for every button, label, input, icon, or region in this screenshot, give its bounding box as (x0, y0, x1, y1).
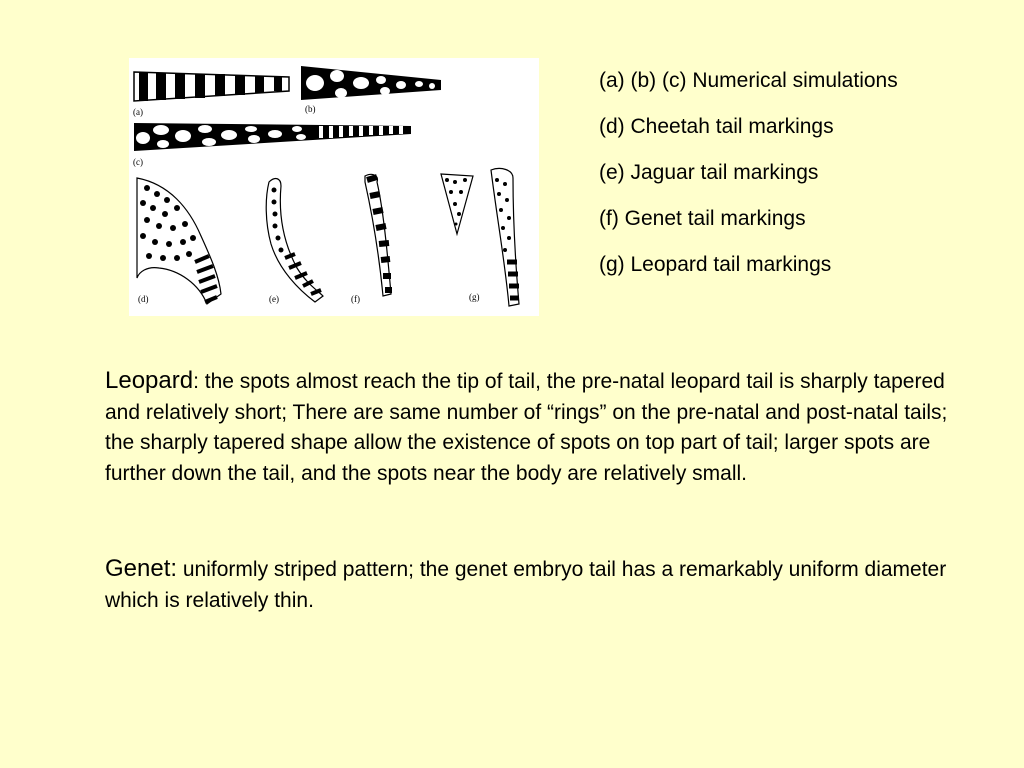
label-f: (f) (351, 294, 360, 304)
genet-term: Genet: (105, 555, 178, 582)
label-c: (c) (133, 157, 143, 167)
legend-item-jaguar: (e) Jaguar tail markings (599, 161, 819, 184)
label-g: (g) (469, 292, 480, 302)
genet-tail-drawing (351, 174, 392, 304)
legend-item-cheetah: (d) Cheetah tail markings (599, 115, 834, 138)
leopard-tail-drawing (441, 168, 519, 306)
legend-item-genet: (f) Genet tail markings (599, 207, 806, 230)
simulation-c (133, 123, 411, 167)
simulation-a (133, 72, 289, 117)
simulation-b (301, 66, 441, 114)
cheetah-tail-drawing (137, 178, 221, 304)
tail-markings-illustration (129, 58, 539, 316)
jaguar-tail-drawing (266, 179, 323, 304)
legend-item-simulations: (a) (b) (c) Numerical simulations (599, 69, 898, 92)
figure-legend (599, 58, 898, 288)
genet-paragraph (105, 554, 975, 616)
label-b: (b) (305, 104, 316, 114)
leopard-term: Leopard (105, 367, 194, 394)
genet-description: uniformly striped pattern; the genet embryo tail has a remarkably uniform diameter which is relatively thin. (105, 558, 947, 612)
legend-item-leopard: (g) Leopard tail markings (599, 253, 832, 276)
tail-markings-figure (129, 58, 539, 316)
leopard-description: : the spots almost reach the tip of tail, the pre-natal leopard tail is sharply tapered and relatively short; There are same number of “rings” on the pre-natal and post-natal tails; the sharply tapered shape allow the existence of spots on top part of tail; larger spots are further down the tail, and the spots near the body are relatively small. (105, 370, 948, 485)
label-a: (a) (133, 107, 143, 117)
label-e: (e) (269, 294, 279, 304)
leopard-paragraph (105, 366, 975, 489)
label-d: (d) (138, 294, 149, 304)
